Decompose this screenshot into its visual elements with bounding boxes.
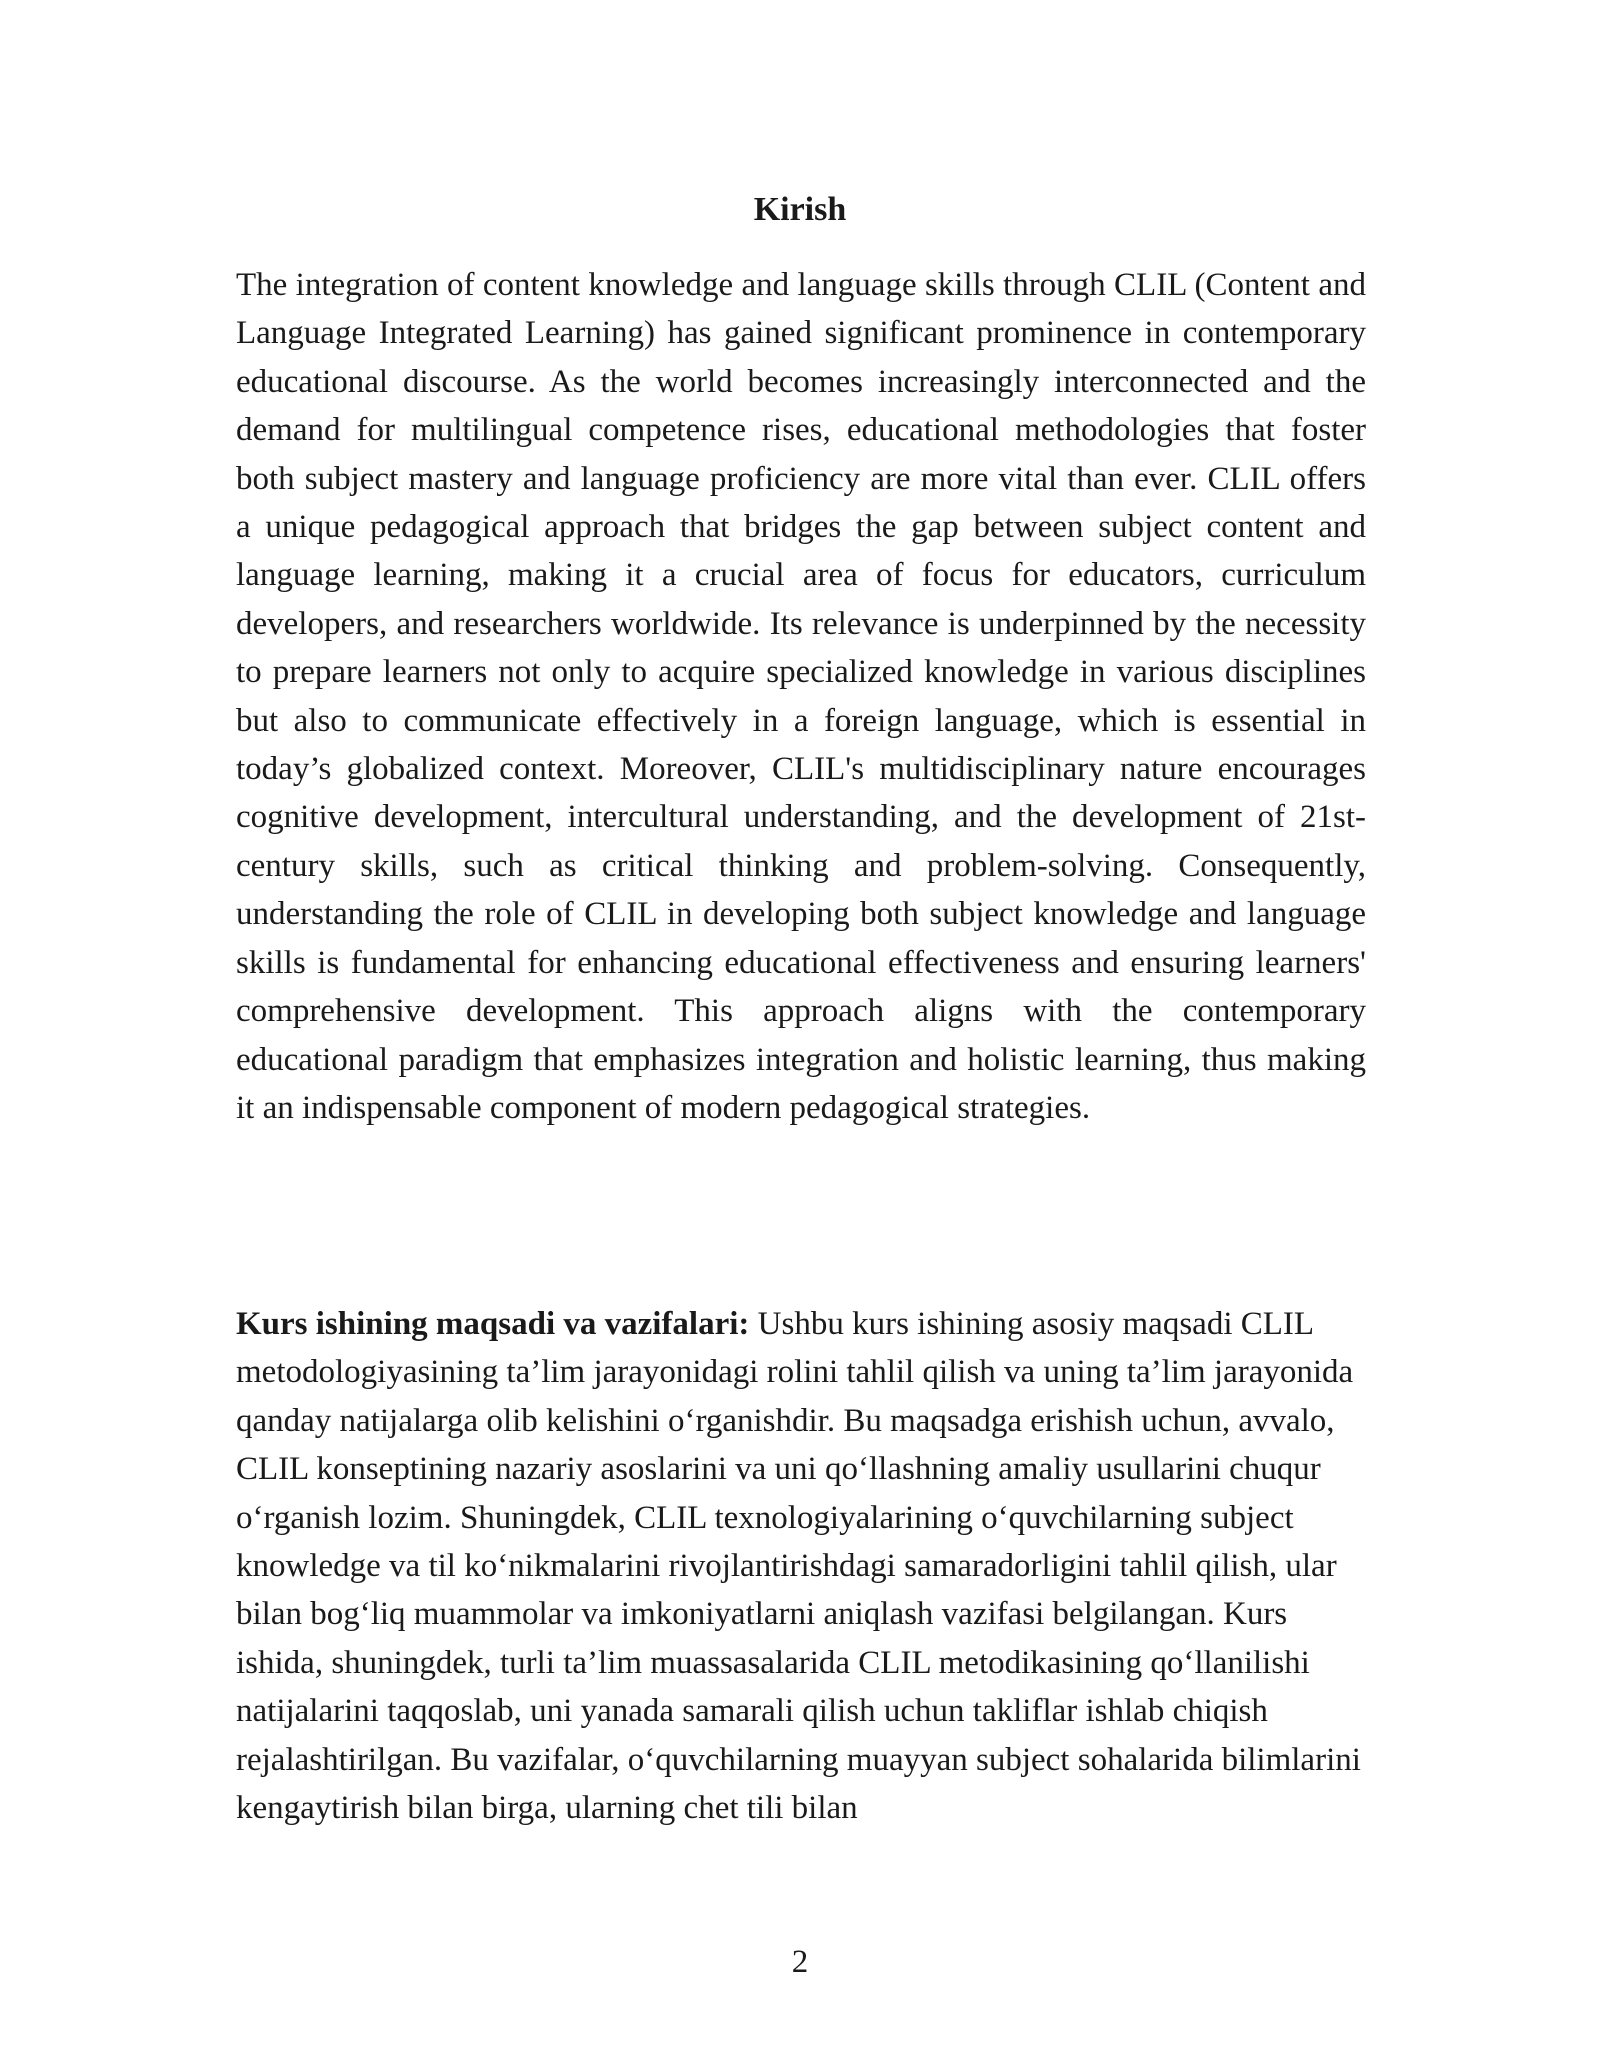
section-heading: Kirish xyxy=(753,191,847,228)
goals-text: Ushbu kurs ishining asosiy maqsadi CLIL metodologiyasining ta’lim jarayonidagi rolini tahlil qilish va uning ta’lim jarayonida qanday natijalarga olib kelishini o‘rganishdir. Bu maqsadga erishish uchun, avvalo, CLIL konseptining nazariy asoslarini va uni qo‘llashning amaliy usullarini chuqur o‘rganish lozim. Shuningdek, CLIL texnologiyalarining o‘quvchilarning subject knowledge va til ko‘nikmalarini rivojlantirishdagi samaradorligini tahlil qilish, ular bilan bog‘liq muammolar va imkoniyatlarni aniqlash vazifasi belgilangan. Kurs ishida, shuningdek, turli ta’lim muassasalarida CLIL metodikasining qo‘llanilishi natijalarini taqqoslab, uni yanada samarali qilish uchun takliflar ishlab chiqish rejalashtirilgan. Bu vazifalar, o‘quvchilarning muayyan subject sohalarida bilimlarini kengaytirish bilan birga, ularning chet tili bilan xyxy=(236,1306,1361,1827)
page-number: 2 xyxy=(791,1944,809,1980)
goals-label: Kurs ishining maqsadi va vazifalari: xyxy=(236,1306,750,1342)
intro-paragraph: The integration of content knowledge and language skills through CLIL (Content and Language Integrated Learning) has gained significant prominence in contemporary educational discourse. As the world becomes increasingly interconnected and the demand for multilingual competence rises, educational methodologies that foster both subject mastery and language proficiency are more vital than ever. CLIL offers a unique pedagogical approach that bridges the gap between subject content and language learning, making it a crucial area of focus for educators, curriculum developers, and researchers worldwide. Its relevance is underpinned by the necessity to prepare learners not only to acquire specialized knowledge in various disciplines but also to communicate effectively in a foreign language, which is essential in today’s globalized context. Moreover, CLIL's multidisciplinary nature encourages cognitive development, intercultural understanding, and the development of 21st-century skills, such as critical thinking and problem-solving. Consequently, understanding the role of CLIL in developing both subject knowledge and language skills is fundamental for enhancing educational effectiveness and ensuring learners' comprehensive development. This approach aligns with the contemporary educational paradigm that emphasizes integration and holistic learning, thus making it an indispensable component of modern pedagogical strategies. xyxy=(236,267,1366,1126)
goals-paragraph xyxy=(236,1300,1366,1832)
